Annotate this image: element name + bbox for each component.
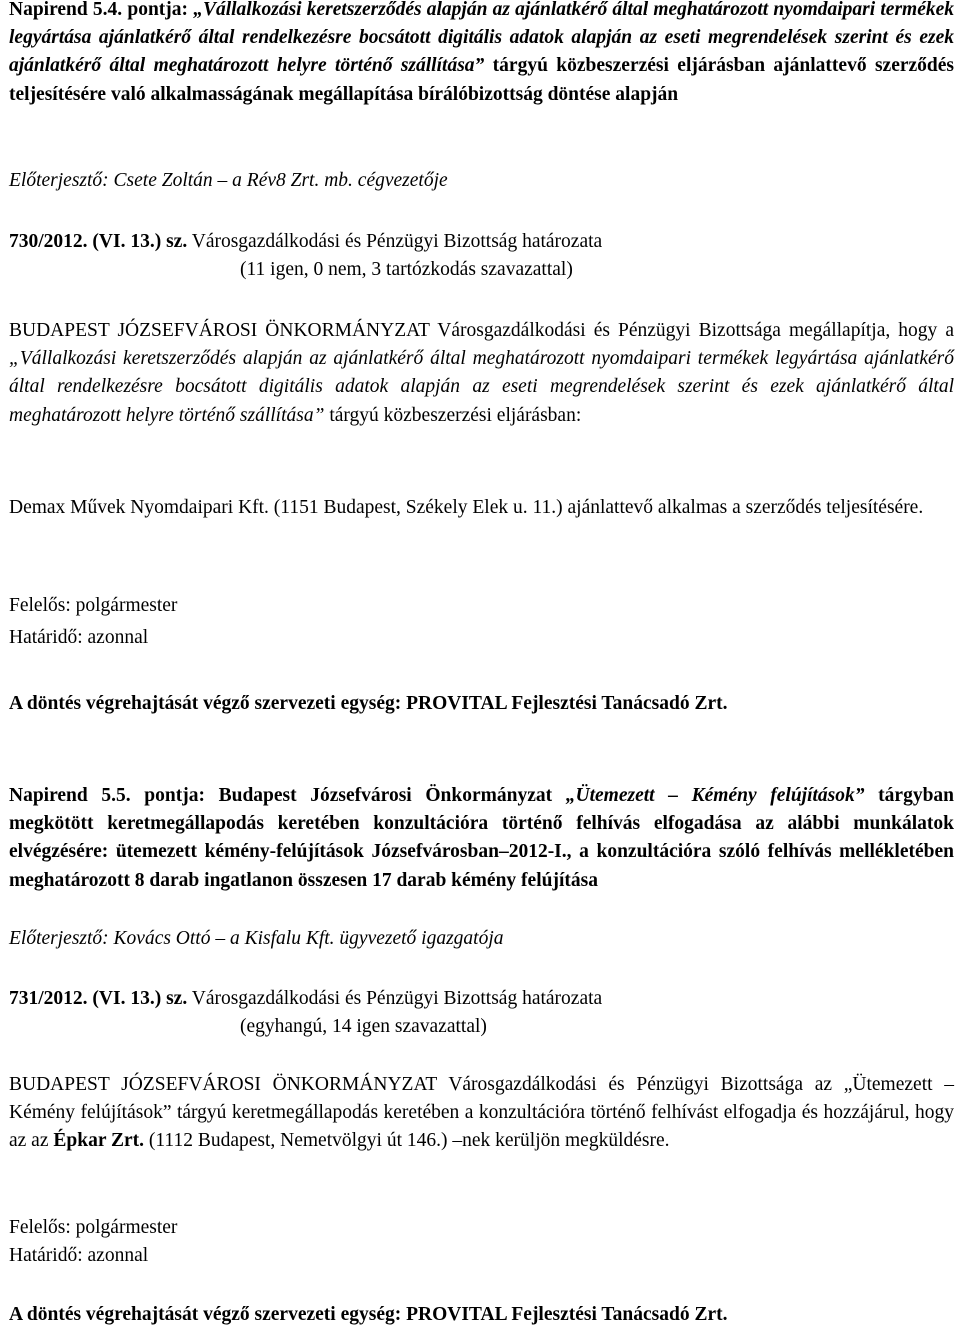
executor-line: A döntés végrehajtását végző szervezeti egység: PROVITAL Fejlesztési Tanácsadó Zrt. <box>9 693 728 714</box>
body-lead: BUDAPEST JÓZSEFVÁROSI ÖNKORMÁNYZAT Városgazdálkodási és Pénzügyi Bizottsága <box>9 1074 803 1095</box>
body-end: (1112 Budapest, Nemetvölgyi út 146.) –nek kerüljön megküldésre. <box>148 1130 670 1152</box>
body-company: Épkar Zrt. <box>53 1130 145 1152</box>
resolution-body <box>9 1071 954 1156</box>
resolution-title: Városgazdálkodási és Pénzügyi Bizottság határozata <box>191 988 603 1009</box>
resolution-number: 731/2012. (VI. 13.) sz. <box>9 988 188 1009</box>
deadline-line: Határidő: azonnal <box>9 627 149 648</box>
agenda-item-label: Napirend 5.4. pontja: <box>9 0 189 20</box>
agenda-item-label: Napirend 5.5. pontja: Budapest Józsefvárosi Önkormányzat <box>9 785 553 806</box>
presenter-line: Előterjesztő: Kovács Ottó – a Kisfalu Kft. ügyvezető igazgatója <box>9 928 504 949</box>
presenter-line: Előterjesztő: Csete Zoltán – a Rév8 Zrt. mb. cégvezetője <box>9 170 448 191</box>
agenda-item-title-rest: tárgyú közbeszerzési eljárásban ajánlattevő szerződés teljesítésére való alkalmasságának megállapítása bírálóbizottság döntése alapján <box>9 55 955 105</box>
body-mid: az „Ütemezett – Kémény felújítások” tárgyú keretmegállapodás keretében a konzultációra történő felhívást elfogadja és hozzájárul, hogy az az <box>9 1074 955 1152</box>
vote-result: (egyhangú, 14 igen szavazattal) <box>240 1016 487 1037</box>
winner-statement: Demax Művek Nyomdaipari Kft. (1151 Budapest, Székely Elek u. 11.) ajánlattevő alkalmas a szerződés teljesítésére. <box>9 497 924 518</box>
body-mid: megállapítja, hogy a <box>788 320 954 341</box>
deadline-line: Határidő: azonnal <box>9 1245 149 1266</box>
agenda-item-5-4-heading <box>9 0 954 109</box>
responsible-line: Felelős: polgármester <box>9 1217 178 1238</box>
body-lead: BUDAPEST JÓZSEFVÁROSI ÖNKORMÁNYZAT Városgazdálkodási és Pénzügyi Bizottsága <box>9 320 781 341</box>
resolution-title: Városgazdálkodási és Pénzügyi Bizottság határozata <box>191 231 603 252</box>
body-italic: „Vállalkozási keretszerződés alapján az ajánlatkérő által meghatározott nyomdaipari termékek legyártása ajánlatkérő által rendelkezésre bocsátott digitális adatok alapján az eseti megrendelések szerint és ezek ajánlatkérő által meghatározott helyre történő szállítása” <box>9 348 954 426</box>
executor-line: A döntés végrehajtását végző szervezeti egység: PROVITAL Fejlesztési Tanácsadó Zrt. <box>9 1304 728 1325</box>
agenda-item-5-5-heading <box>9 782 954 895</box>
vote-result: (11 igen, 0 nem, 3 tartózkodás szavazattal) <box>240 259 573 280</box>
resolution-number: 730/2012. (VI. 13.) sz. <box>9 231 188 252</box>
body-end: tárgyú közbeszerzési eljárásban: <box>329 404 582 426</box>
agenda-item-title-rest: tárgyban megkötött keretmegállapodás keretében konzultációra történő felhívás elfogadása az alábbi munkálatok elvégzésére: ütemezett kémény-felújítások Józsefvárosban–2012-I., a konzultációra szóló felhívás mellékletében meghatározott 8 darab ingatlanon összesen 17 darab kémény felújítása <box>9 785 955 891</box>
responsible-line: Felelős: polgármester <box>9 595 178 616</box>
resolution-body <box>9 317 954 430</box>
agenda-item-title-italic: „Vállalkozási keretszerződés alapján az ajánlatkérő által meghatározott nyomdaipari termékek legyártása ajánlatkérő által rendelkezésre bocsátott digitális adatok alapján az eseti megrendelések szerint és ezek ajánlatkérő által meghatározott helyre történő szállítása” <box>9 0 955 77</box>
resolution-header <box>9 985 954 1013</box>
agenda-item-title-italic: „Ütemezett – Kémény felújítások” <box>565 785 865 806</box>
resolution-header <box>9 228 954 256</box>
